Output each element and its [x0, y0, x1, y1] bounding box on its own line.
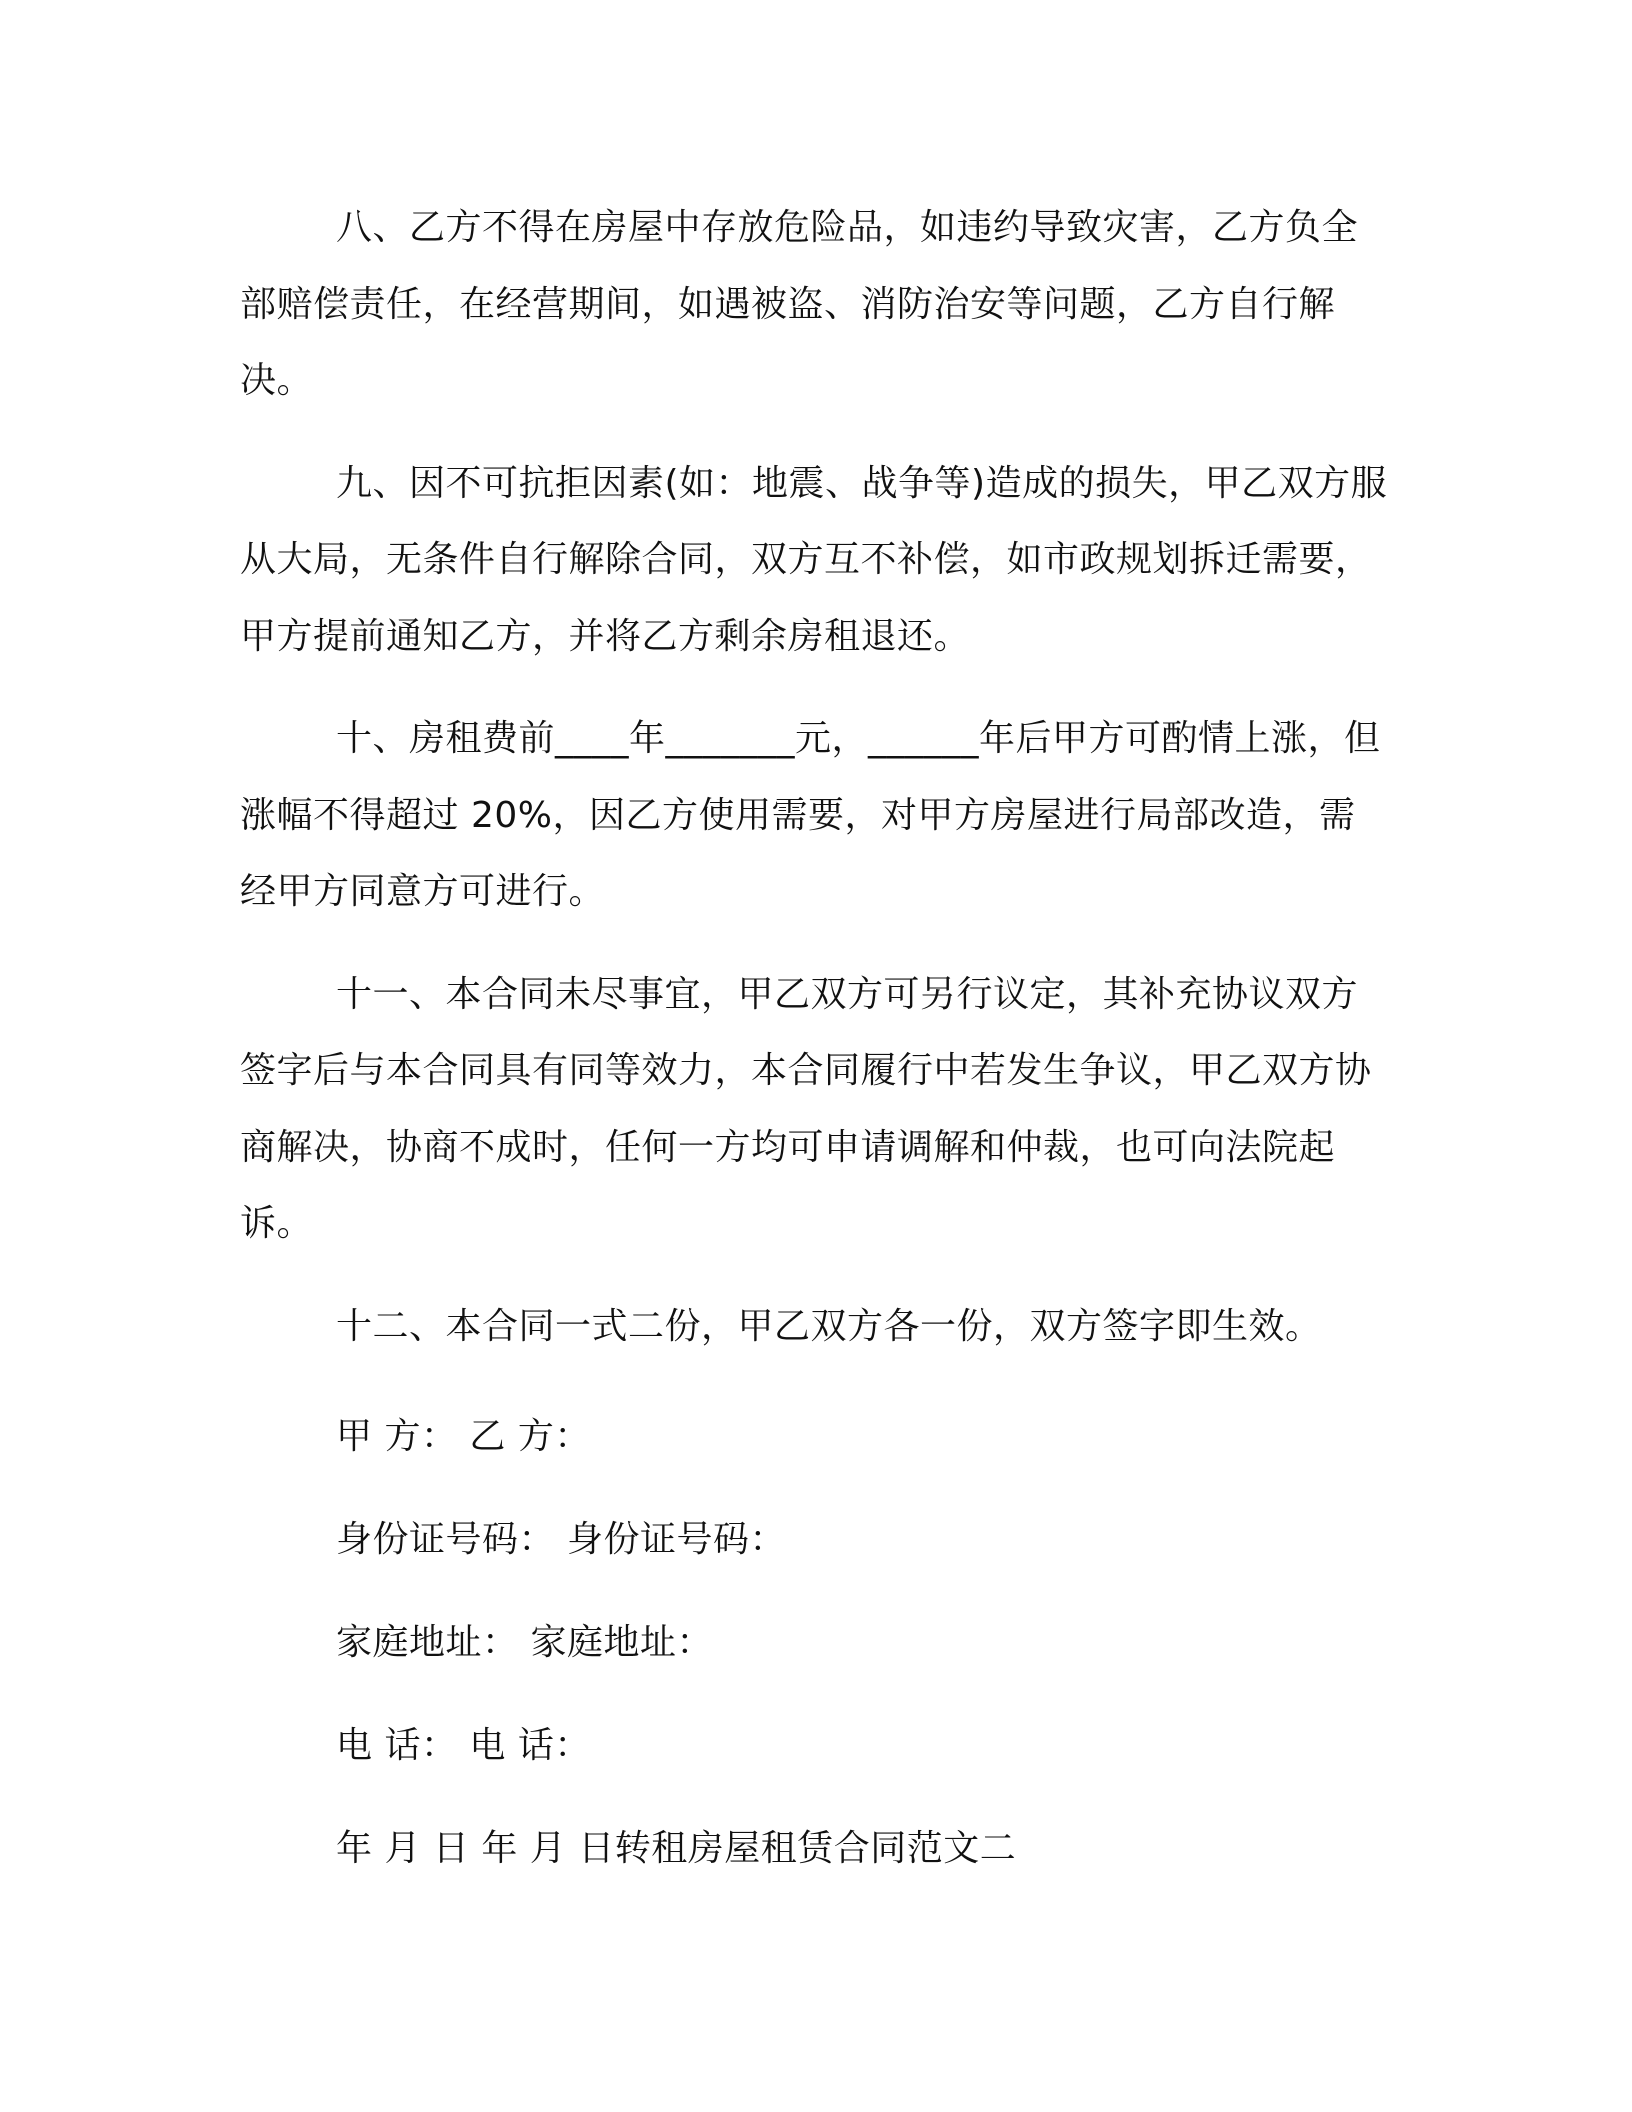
clause-10: 十、房租费前____年_______元，______年后甲方可酌情上涨，但涨幅不得超过 20%，因乙方使用需要，对甲方房屋进行局部改造，需经甲方同意方可进行。 [240, 718, 1381, 912]
id-number-line: 身份证号码： 身份证号码： [336, 1519, 786, 1560]
home-address-line: 家庭地址： 家庭地址： [336, 1622, 713, 1663]
phone-line: 电 话： 电 话： [336, 1725, 591, 1766]
date-and-next-title-line: 年 月 日 年 月 日转租房屋租赁合同范文二 [336, 1828, 1017, 1869]
clause-11: 十一、本合同未尽事宜，甲乙双方可另行议定，其补充协议双方签字后与本合同具有同等效力，本合同履行中若发生争议，甲乙双方协商解决，协商不成时，任何一方均可申请调解和仲裁，也可向法院起诉。 [240, 973, 1372, 1244]
clause-12: 十二、本合同一式二份，甲乙双方各一份，双方签字即生效。 [336, 1305, 1322, 1347]
party-names-line: 甲 方： 乙 方： [336, 1416, 591, 1457]
clause-8: 八、乙方不得在房屋中存放危险品，如违约导致灾害，乙方负全部赔偿责任，在经营期间，如遇被盗、消防治安等问题，乙方自行解决。 [240, 207, 1359, 401]
document-body [240, 190, 1390, 1874]
clause-9: 九、因不可抗拒因素(如：地震、战争等)造成的损失，甲乙双方服从大局，无条件自行解除合同，双方互不补偿，如市政规划拆迁需要，甲方提前通知乙方，并将乙方剩余房租退还。 [240, 462, 1388, 657]
